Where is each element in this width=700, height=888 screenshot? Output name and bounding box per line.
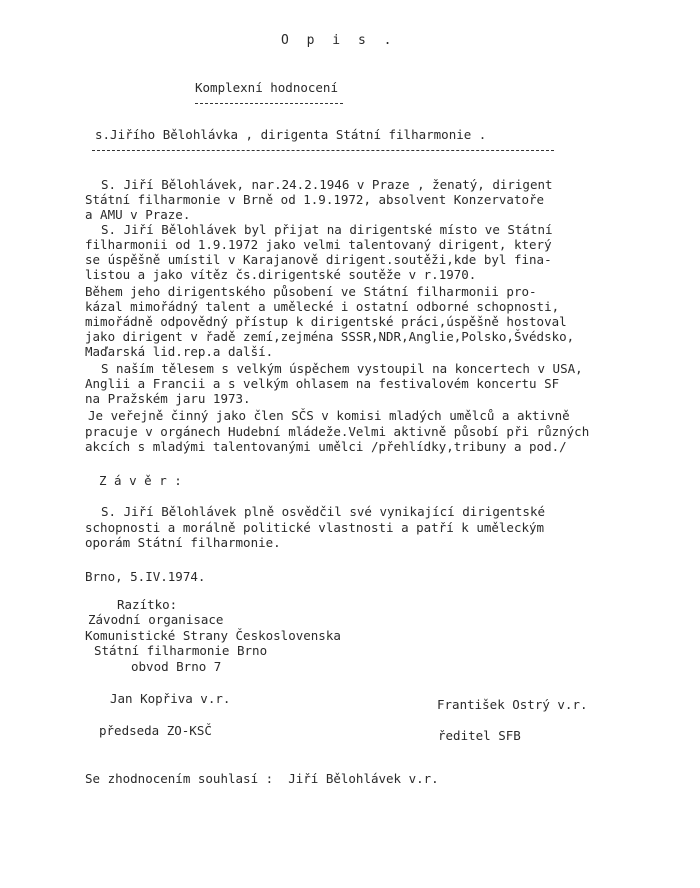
conclusion-line: oporám Státní filharmonie.	[85, 535, 281, 550]
body-line: S naším tělesem s velkým úspěchem vystoupil na koncertech v USA,	[101, 361, 583, 376]
conclusion-line: schopnosti a morálně politické vlastnosti a patří k uměleckým	[85, 520, 545, 535]
place-date: Brno, 5.IV.1974.	[85, 569, 206, 584]
stamp-line: Státní filharmonie Brno	[94, 643, 268, 658]
subject-underline	[195, 103, 343, 104]
document-heading: O p i s .	[281, 33, 397, 48]
stamp-line: Komunistické Strany Československa	[85, 628, 341, 643]
body-line: filharmonii od 1.9.1972 jako velmi talentovaný dirigent, který	[85, 237, 552, 252]
body-line: Maďarská lid.rep.a další.	[85, 344, 274, 359]
body-line: kázal mimořádný talent a umělecké i ostatní odborné schopnosti,	[85, 299, 560, 314]
body-line: na Pražském jaru 1973.	[85, 391, 251, 406]
conclusion-heading: Z á v ě r :	[99, 473, 182, 488]
signatory-right-title: ředitel SFB	[438, 728, 521, 743]
signatory-left-name: Jan Kopřiva v.r.	[110, 691, 231, 706]
conclusion-line: S. Jiří Bělohlávek plně osvědčil své vynikající dirigentské	[101, 504, 546, 519]
stamp-line: obvod Brno 7	[131, 659, 222, 674]
body-line: Je veřejně činný jako člen SČS v komisi mladých umělců a aktivně	[88, 408, 570, 423]
body-line: Státní filharmonie v Brně od 1.9.1972, absolvent Konzervatoře	[85, 192, 545, 207]
signatory-left-title: předseda ZO-KSČ	[99, 723, 212, 738]
body-line: akcích s mladými talentovanými umělci /přehlídky,tribuny a pod./	[85, 439, 567, 454]
body-line: Během jeho dirigentského působení ve Státní filharmonii pro-	[85, 284, 537, 299]
body-line: Anglii a Francii a s velkým ohlasem na festivalovém koncertu SF	[85, 376, 560, 391]
stamp-line: Razítko:	[117, 597, 178, 612]
agreement-line: Se zhodnocením souhlasí : Jiří Bělohlávek v.r.	[85, 771, 439, 786]
body-line: jako dirigent v řadě zemí,zejména SSSR,NDR,Anglie,Polsko,Švédsko,	[85, 329, 575, 344]
body-line: S. Jiří Bělohlávek byl přijat na dirigentské místo ve Státní	[101, 222, 553, 237]
body-line: pracuje v orgánech Hudební mládeže.Velmi aktivně působí při různých	[85, 424, 590, 439]
signatory-right-name: František Ostrý v.r.	[437, 697, 588, 712]
body-line: mimořádně odpovědný přístup k dirigentské práci,úspěšně hostoval	[85, 314, 567, 329]
body-line: S. Jiří Bělohlávek, nar.24.2.1946 v Praze , ženatý, dirigent	[101, 177, 553, 192]
body-line: a AMU v Praze.	[85, 207, 191, 222]
body-line: se úspěšně umístil v Karajanově dirigent.soutěži,kde byl fina-	[85, 252, 552, 267]
body-line: listou a jako vítěz čs.dirigentské soutěže v r.1970.	[85, 267, 477, 282]
subject-line-underline	[92, 150, 554, 151]
document-subject: Komplexní hodnocení	[195, 80, 338, 95]
subject-line: s.Jiřího Bělohlávka , dirigenta Státní filharmonie .	[95, 127, 487, 142]
stamp-line: Závodní organisace	[88, 612, 224, 627]
